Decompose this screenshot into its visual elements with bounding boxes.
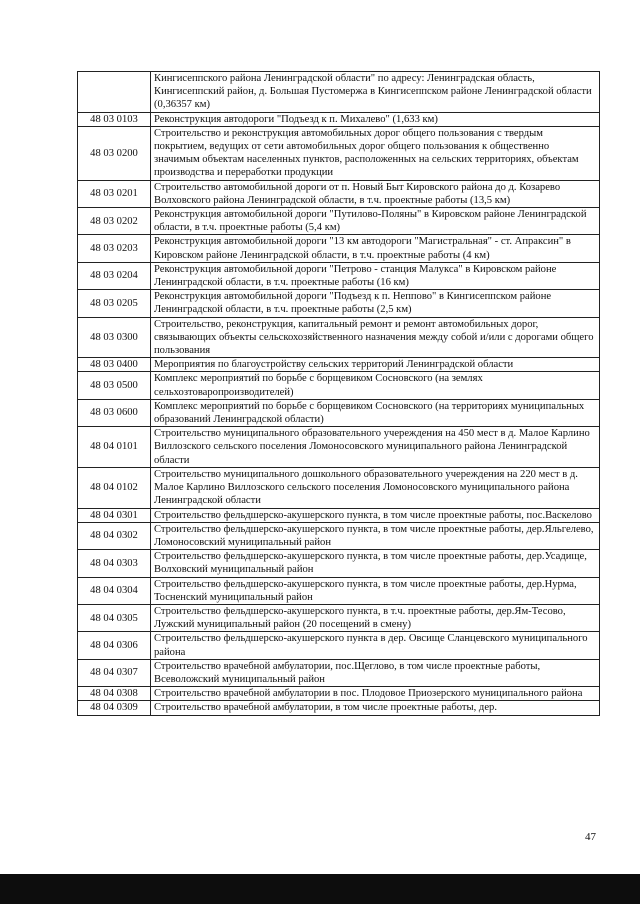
row-code: 48 03 0500 bbox=[78, 372, 151, 399]
table-row bbox=[78, 372, 600, 399]
row-code: 48 03 0202 bbox=[78, 208, 151, 235]
row-code: 48 04 0102 bbox=[78, 467, 151, 508]
row-code: 48 03 0400 bbox=[78, 358, 151, 372]
table-row bbox=[78, 112, 600, 126]
row-code: 48 04 0302 bbox=[78, 522, 151, 549]
scan-bottom-border bbox=[0, 874, 640, 904]
row-description: Строительство муниципального дошкольного образовательного учереждения на 220 мест в д. Малое Карлино Виллозского сельского поселения Ломоносовского муниципального района Ленинградской области bbox=[151, 467, 600, 508]
row-description: Строительство врачебной амбулатории в пос. Плодовое Приозерского муниципального района bbox=[151, 687, 600, 701]
row-description: Строительство фельдшерско-акушерского пункта, в том числе проектные работы, пос.Васкелово bbox=[151, 508, 600, 522]
row-code: 48 04 0308 bbox=[78, 687, 151, 701]
row-code: 48 03 0203 bbox=[78, 235, 151, 262]
table-row bbox=[78, 632, 600, 659]
row-code: 48 04 0307 bbox=[78, 659, 151, 686]
table-row bbox=[78, 604, 600, 631]
table-row bbox=[78, 235, 600, 262]
row-code: 48 03 0204 bbox=[78, 262, 151, 289]
budget-classification-table bbox=[77, 71, 600, 716]
row-code: 48 03 0103 bbox=[78, 112, 151, 126]
table-row bbox=[78, 262, 600, 289]
row-description: Реконструкция автодороги "Подъезд к п. Михалево" (1,633 км) bbox=[151, 112, 600, 126]
table-row bbox=[78, 290, 600, 317]
row-description: Строительство фельдшерско-акушерского пункта, в том числе проектные работы, дер.Яльгелево, Ломоносовский муниципальный район bbox=[151, 522, 600, 549]
row-code: 48 04 0304 bbox=[78, 577, 151, 604]
row-description: Строительство врачебной амбулатории, в том числе проектные работы, дер. bbox=[151, 701, 600, 715]
row-description: Комплекс мероприятий по борьбе с борщевиком Сосновского (на землях сельхозтоваропроизводителей) bbox=[151, 372, 600, 399]
row-code: 48 04 0305 bbox=[78, 604, 151, 631]
table-row bbox=[78, 701, 600, 715]
row-description: Строительство фельдшерско-акушерского пункта, в том числе проектные работы, дер.Усадище, Волховский муниципальный район bbox=[151, 550, 600, 577]
row-code: 48 03 0200 bbox=[78, 126, 151, 180]
table-row bbox=[78, 577, 600, 604]
row-description: Кингисеппского района Ленинградской области" по адресу: Ленинградская область, Кингисеппский район, д. Большая Пустомержа в Кингисеппском районе Ленинградской области (0,36357 км) bbox=[151, 72, 600, 113]
table-row bbox=[78, 126, 600, 180]
row-description: Строительство фельдшерско-акушерского пункта, в том числе проектные работы, дер.Нурма, Тосненский муниципальный район bbox=[151, 577, 600, 604]
table-body bbox=[78, 72, 600, 716]
table-row bbox=[78, 508, 600, 522]
row-code: 48 03 0201 bbox=[78, 180, 151, 207]
table-row bbox=[78, 399, 600, 426]
table-row bbox=[78, 467, 600, 508]
row-code: 48 03 0205 bbox=[78, 290, 151, 317]
table-row bbox=[78, 687, 600, 701]
row-description: Строительство и реконструкция автомобильных дорог общего пользования с твердым покрытием, ведущих от сети автомобильных дорог общего пользования к общественно значимым объектам населенных пунктов, расположенных на сельских территориях, объектам производства и переработки продукции bbox=[151, 126, 600, 180]
row-code: 48 04 0301 bbox=[78, 508, 151, 522]
row-description: Строительство, реконструкция, капитальный ремонт и ремонт автомобильных дорог, связывающих объекты сельскохозяйственного назначения между собой и/или с дорогами общего пользования bbox=[151, 317, 600, 358]
row-description: Реконструкция автомобильной дороги "Петрово - станция Малукса" в Кировском районе Ленинградской области, в т.ч. проектные работы (16 км) bbox=[151, 262, 600, 289]
table-row bbox=[78, 208, 600, 235]
row-code: 48 04 0309 bbox=[78, 701, 151, 715]
table-row bbox=[78, 659, 600, 686]
table-row bbox=[78, 317, 600, 358]
table-row bbox=[78, 180, 600, 207]
row-code: 48 04 0101 bbox=[78, 427, 151, 468]
row-code: 48 04 0303 bbox=[78, 550, 151, 577]
row-description: Строительство фельдшерско-акушерского пункта, в т.ч. проектные работы, дер.Ям-Тесово, Лужский муниципальный район (20 посещений в смену) bbox=[151, 604, 600, 631]
table-row bbox=[78, 72, 600, 113]
table-row bbox=[78, 358, 600, 372]
row-description: Реконструкция автомобильной дороги "13 км автодороги "Магистральная" - ст. Апраксин" в Кировском районе Ленинградской области, в т.ч. проектные работы (4 км) bbox=[151, 235, 600, 262]
row-code: 48 03 0600 bbox=[78, 399, 151, 426]
table-row bbox=[78, 550, 600, 577]
row-description: Реконструкция автомобильной дороги "Путилово-Поляны" в Кировском районе Ленинградской области, в т.ч. проектные работы (5,4 км) bbox=[151, 208, 600, 235]
row-code bbox=[78, 72, 151, 113]
row-description: Строительство врачебной амбулатории, пос.Щеглово, в том числе проектные работы, Всеволожский муниципальный район bbox=[151, 659, 600, 686]
row-code: 48 03 0300 bbox=[78, 317, 151, 358]
row-description: Комплекс мероприятий по борьбе с борщевиком Сосновского (на территориях муниципальных образований Ленинградской области) bbox=[151, 399, 600, 426]
page-number: 47 bbox=[585, 831, 596, 843]
row-description: Реконструкция автомобильной дороги "Подъезд к п. Неппово" в Кингисеппском районе Ленинградской области, в т.ч. проектные работы (2,5 км) bbox=[151, 290, 600, 317]
row-description: Мероприятия по благоустройству сельских территорий Ленинградской области bbox=[151, 358, 600, 372]
table-row bbox=[78, 522, 600, 549]
table-row bbox=[78, 427, 600, 468]
row-description: Строительство автомобильной дороги от п. Новый Быт Кировского района до д. Козарево Волховского района Ленинградской области, в т.ч. проектные работы (13,5 км) bbox=[151, 180, 600, 207]
row-code: 48 04 0306 bbox=[78, 632, 151, 659]
row-description: Строительство муниципального образовательного учереждения на 450 мест в д. Малое Карлино Виллозского сельского поселения Ломоносовского муниципального района Ленинградской области bbox=[151, 427, 600, 468]
row-description: Строительство фельдшерско-акушерского пункта в дер. Овсище Сланцевского муниципального района bbox=[151, 632, 600, 659]
